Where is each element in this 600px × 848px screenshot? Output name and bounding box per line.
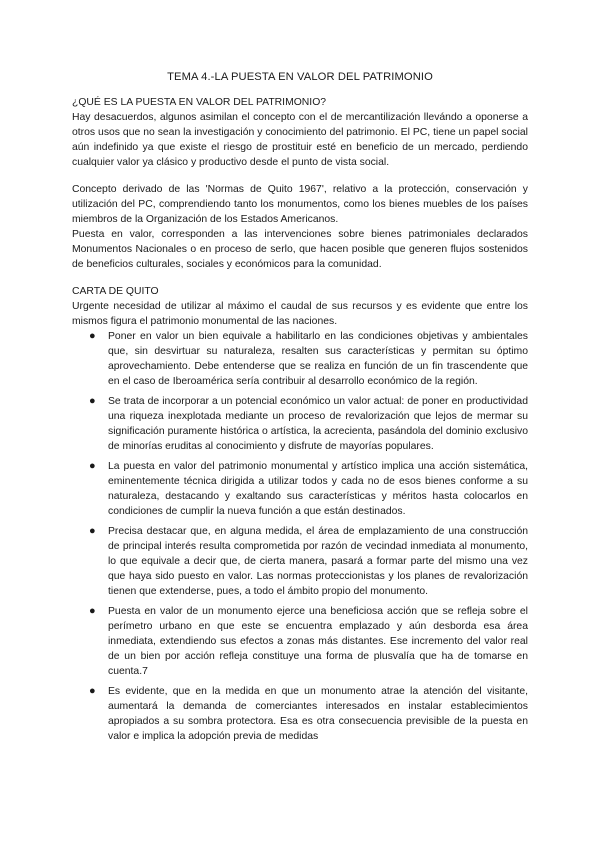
- list-item-text: La puesta en valor del patrimonio monumental y artístico implica una acción sistemática, eminentemente técnica dirigida a utilizar todos y cada no de esos bienes conforme a su naturaleza, destacando y exaltando sus características y méritos hasta colocarlos en condiciones de cumplir la nueva función a que están destinados.: [108, 461, 528, 517]
- bullet-icon: ●: [89, 525, 96, 537]
- paragraph-definicion-puesta-en-valor: Puesta en valor, corresponden a las intervenciones sobre bienes patrimoniales declarados Monumentos Nacionales o en proceso de serlo, que hacen posible que generen flujos sostenidos de beneficios culturales, sociales y económicos para la comunidad.: [72, 229, 528, 270]
- list-item: [89, 394, 528, 454]
- list-item: [89, 604, 528, 679]
- bullet-icon: ●: [89, 460, 96, 472]
- list-item-text: Precisa destacar que, en alguna medida, el área de emplazamiento de una construcción de principal interés resulta comprometida por razón de vecindad inmediata al monumento, lo que equivale a decir que, de cierta manera, pasará a formar parte del mismo una vez que haya sido puesto en valor. Las normas proteccionistas y los planes de revalorización tienen que extenderse, pues, a todo el ámbito propio del monumento.: [108, 526, 528, 597]
- section-heading-puesta-en-valor: ¿QUÉ ES LA PUESTA EN VALOR DEL PATRIMONIO?: [72, 97, 327, 108]
- bullet-icon: ●: [89, 605, 96, 617]
- list-item: [89, 459, 528, 519]
- bullet-icon: ●: [89, 685, 96, 697]
- paragraph-desacuerdos: Hay desacuerdos, algunos asimilan el concepto con el de mercantilización llevándo a oponerse a otros usos que no sean la investigación y conocimiento del patrimonio. El PC, tiene un papel social aún indefinido ya que existe el riesgo de prostituir esté en beneficio de un mercado, perdiendo cualquier valor ya clásico y productivo desde el punto de vista social.: [72, 112, 528, 168]
- paragraph-carta-intro: Urgente necesidad de utilizar al máximo el caudal de sus recursos y es evidente que entre los mismos figura el patrimonio monumental de las naciones.: [72, 301, 528, 327]
- list-item-text: Se trata de incorporar a un potencial económico un valor actual: de poner en productividad una riqueza inexplotada mediante un proceso de revalorización que lejos de mermar su significación puramente histórica o artística, la acrecienta, pasándola del dominio exclusivo de minorías eruditas al conocimiento y disfrute de mayorías populares.: [108, 396, 528, 452]
- list-item: [89, 329, 528, 389]
- bullet-list: [72, 329, 528, 744]
- bullet-icon: ●: [89, 395, 96, 407]
- section-heading-carta-de-quito: CARTA DE QUITO: [72, 286, 159, 297]
- page-title: TEMA 4.-LA PUESTA EN VALOR DEL PATRIMONIO: [167, 71, 433, 83]
- bullet-icon: ●: [89, 330, 96, 342]
- list-item-text: Puesta en valor de un monumento ejerce una beneficiosa acción que se refleja sobre el perímetro urbano en que este se encuentra emplazado y aún desborda esa área inmediata, extendiendo sus efectos a zonas más distantes. Ese incremento del valor real de un bien por acción refleja constituye una forma de plusvalía que ha de tomarse en cuenta.7: [108, 606, 528, 677]
- list-item-text: Es evidente, que en la medida en que un monumento atrae la atención del visitante, aumentará la demanda de comerciantes interesados en instalar establecimientos apropiados a su sombra protectora. Esa es otra consecuencia previsible de la puesta en valor e implica la adopción previa de medidas: [108, 686, 528, 742]
- list-item-text: Poner en valor un bien equivale a habilitarlo en las condiciones objetivas y ambientales que, sin desvirtuar su naturaleza, resalten sus características y permitan su óptimo aprovechamiento. Debe entenderse que se realiza en función de un fin trascendente que en el caso de Iberoamérica sería contribuir al desarrollo económico de la región.: [108, 331, 528, 387]
- list-item: [89, 524, 528, 599]
- list-item: [89, 684, 528, 744]
- paragraph-normas-de-quito: Concepto derivado de las 'Normas de Quito 1967', relativo a la protección, conservación y utilización del PC, comprendiendo tanto los monumentos, como los bienes muebles de los países miembros de la Organización de los Estados Americanos.: [72, 184, 528, 225]
